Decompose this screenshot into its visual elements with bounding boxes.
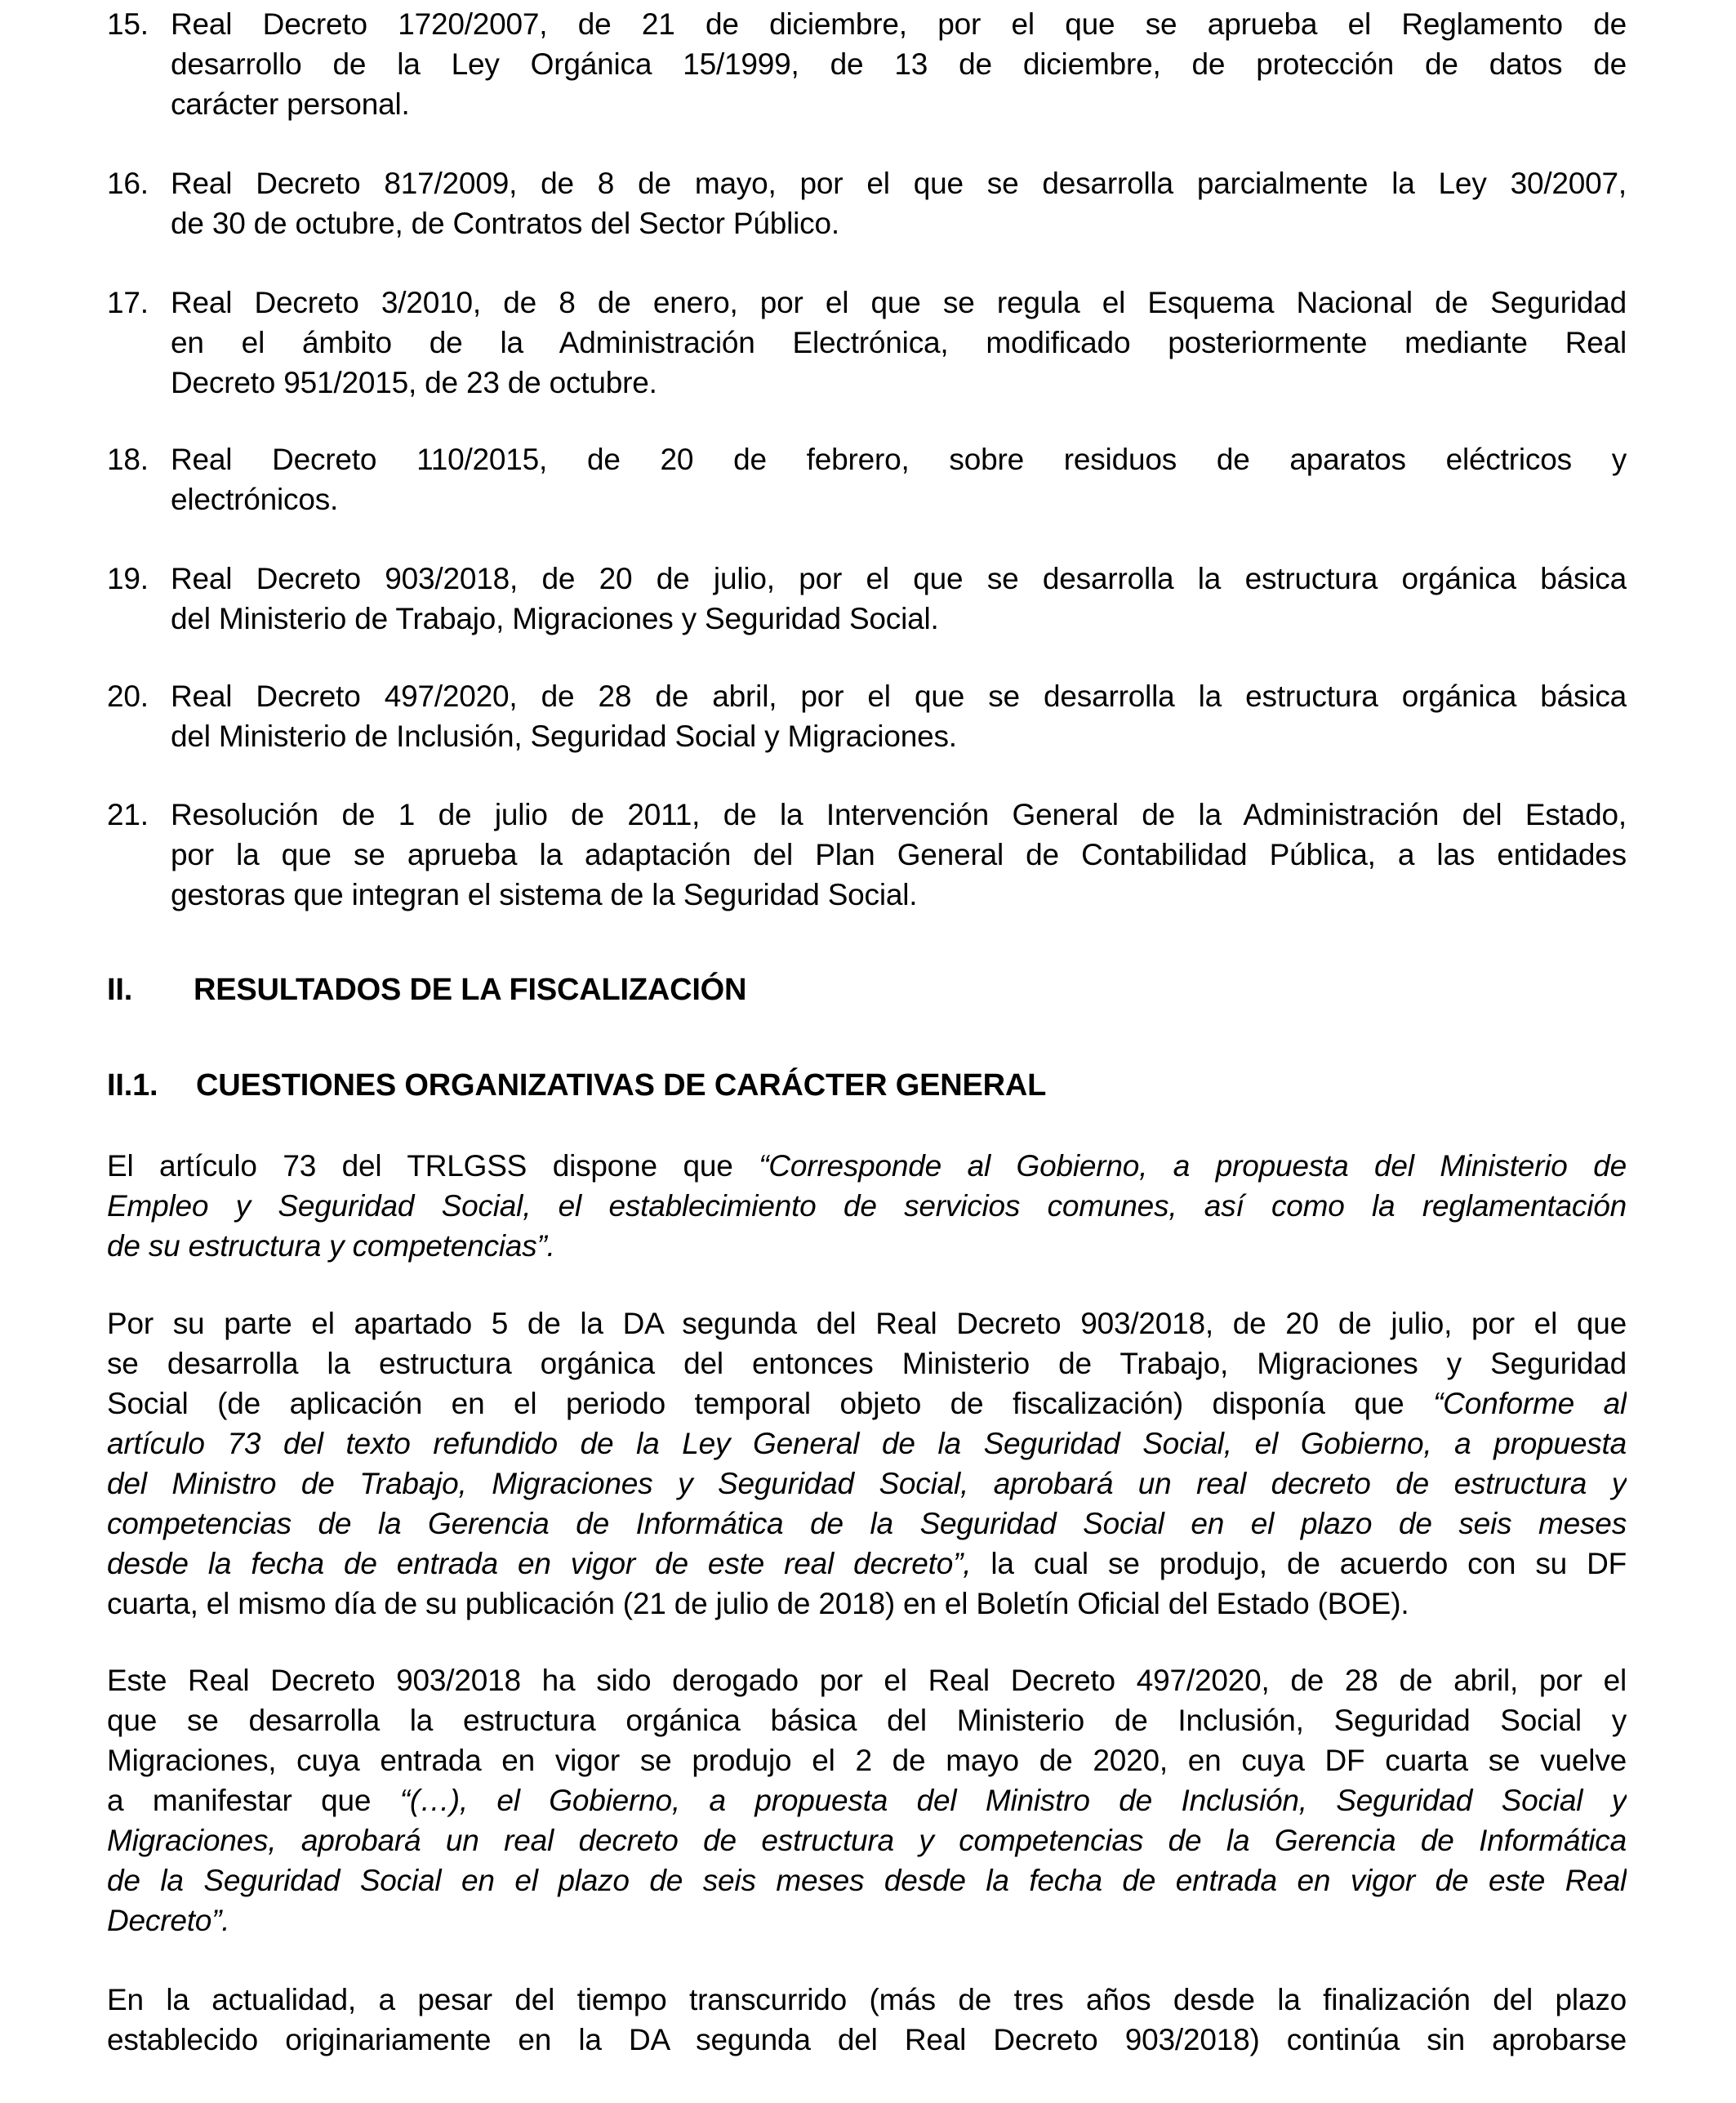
text-run: establecido originariamente en la DA segunda del Real Decreto 903/2018) continúa sin aprobarse [107,2023,1627,2056]
text-run: se desarrolla la estructura orgánica del entonces Ministerio de Trabajo, Migraciones y Seguridad [107,1347,1627,1380]
text-line [171,599,1627,639]
paragraph-text [107,1303,1627,1624]
heading-title: CUESTIONES ORGANIZATIVAS DE CARÁCTER GENERAL [196,1068,1047,1103]
text-run: En la actualidad, a pesar del tiempo transcurrido (más de tres años desde la finalización del plazo [107,1983,1627,2016]
text-line [171,323,1627,363]
italic-quote-text: competencias de la Gerencia de Informática de la Seguridad Social en el plazo de seis meses [107,1507,1627,1540]
text-line [107,1740,1627,1780]
text-run: Real Decreto 903/2018, de 20 de julio, por el que se desarrolla la estructura orgánica básica [171,562,1627,595]
text-run: El artículo 73 del TRLGSS dispone que [107,1149,759,1183]
text-run: en el ámbito de la Administración Electrónica, modificado posteriormente mediante Real [171,326,1627,359]
text-line [107,1900,1627,1940]
text-line [171,44,1627,84]
italic-quote-text: del Ministro de Trabajo, Migraciones y Seguridad Social, aprobará un real decreto de estructura y [107,1467,1627,1500]
text-run: Por su parte el apartado 5 de la DA segunda del Real Decreto 903/2018, de 20 de julio, por el que [107,1307,1627,1340]
text-run: por la que se aprueba la adaptación del Plan General de Contabilidad Pública, a las entidades [171,838,1627,871]
text-run: Real Decreto 817/2009, de 8 de mayo, por el que se desarrolla parcialmente la Ley 30/2007, [171,167,1627,200]
text-run: de 30 de octubre, de Contratos del Sector Público. [171,207,839,240]
list-item-text [171,4,1627,124]
text-line [107,1780,1627,1820]
text-line [107,1186,1627,1226]
text-line [171,4,1627,44]
text-run: Migraciones, cuya entrada en vigor se produjo el 2 de mayo de 2020, en cuya DF cuarta se vuelve [107,1744,1627,1777]
text-line [171,283,1627,323]
italic-quote-text: Empleo y Seguridad Social, el establecimiento de servicios comunes, así como la reglamentación [107,1189,1627,1223]
list-number: 18. [107,443,149,476]
text-line [107,1343,1627,1383]
italic-quote-text: de su estructura y competencias”. [107,1229,555,1263]
italic-quote-text: “Conforme al [1433,1387,1627,1420]
paragraph-text [107,1660,1627,1940]
text-line [107,1820,1627,1860]
text-line [171,479,1627,519]
list-number: 20. [107,679,149,713]
list-item-text [171,439,1627,519]
list-number: 17. [107,286,149,319]
text-line [171,84,1627,124]
italic-quote-text: “(…), el Gobierno, a propuesta del Ministro de Inclusión, Seguridad Social y [399,1784,1627,1817]
text-line [171,163,1627,203]
list-number: 19. [107,562,149,595]
list-item-text [171,559,1627,639]
text-run: cuarta, el mismo día de su publicación (21 de julio de 2018) en el Boletín Oficial del Estado (BOE). [107,1587,1409,1620]
heading-number: II.1. [107,1068,158,1103]
text-line [107,1464,1627,1504]
text-line [107,1424,1627,1464]
text-line [171,676,1627,716]
text-run: Social (de aplicación en el periodo temporal objeto de fiscalización) disponía que [107,1387,1434,1420]
text-run: carácter personal. [171,87,410,121]
text-line [171,559,1627,599]
text-line [107,1980,1627,2020]
text-run: Decreto 951/2015, de 23 de octubre. [171,366,657,399]
text-run: del Ministerio de Trabajo, Migraciones y Seguridad Social. [171,602,939,635]
text-line [107,1700,1627,1740]
text-run: gestoras que integran el sistema de la Seguridad Social. [171,878,918,911]
text-run: Resolución de 1 de julio de 2011, de la Intervención General de la Administración del Estado, [171,798,1627,831]
text-line [107,1226,1627,1266]
text-line [107,1504,1627,1544]
text-line [171,716,1627,756]
text-run: Real Decreto 3/2010, de 8 de enero, por el que se regula el Esquema Nacional de Seguridad [171,286,1627,319]
heading-number: II. [107,973,133,1007]
list-item-text [171,163,1627,243]
list-item-text [171,676,1627,756]
text-line [171,795,1627,835]
heading-title: RESULTADOS DE LA FISCALIZACIÓN [194,973,747,1007]
text-line [171,439,1627,479]
text-line [107,1383,1627,1424]
italic-quote-text: artículo 73 del texto refundido de la Ley General de la Seguridad Social, el Gobierno, a propuesta [107,1427,1627,1460]
text-line [107,1860,1627,1900]
italic-quote-text: “Corresponde al Gobierno, a propuesta del Ministerio de [759,1149,1627,1183]
text-run: del Ministerio de Inclusión, Seguridad Social y Migraciones. [171,720,957,753]
list-item-text [171,283,1627,403]
text-run: desarrollo de la Ley Orgánica 15/1999, de 13 de diciembre, de protección de datos de [171,47,1627,81]
text-run: Real Decreto 110/2015, de 20 de febrero, sobre residuos de aparatos eléctricos y [171,443,1627,476]
text-line [107,1544,1627,1584]
italic-quote-text: de la Seguridad Social en el plazo de seis meses desde la fecha de entrada en vigor de este Real [107,1864,1627,1897]
list-number: 16. [107,167,149,200]
text-run: Real Decreto 1720/2007, de 21 de diciembre, por el que se aprueba el Reglamento de [171,7,1627,41]
text-line [107,1303,1627,1343]
list-number: 21. [107,798,149,831]
text-line [107,1146,1627,1186]
paragraph-text [107,1146,1627,1266]
text-run: que se desarrolla la estructura orgánica básica del Ministerio de Inclusión, Seguridad Social y [107,1704,1627,1737]
text-line [107,2020,1627,2060]
list-item-text [171,795,1627,915]
text-line [171,875,1627,915]
list-number: 15. [107,7,149,41]
text-line [107,1660,1627,1700]
text-line [171,835,1627,875]
text-run: Este Real Decreto 903/2018 ha sido derogado por el Real Decreto 497/2020, de 28 de abril, por el [107,1664,1627,1697]
text-line [171,203,1627,243]
paragraph-text [107,1980,1627,2060]
italic-quote-text: Migraciones, aprobará un real decreto de estructura y competencias de la Gerencia de Informática [107,1824,1627,1857]
text-run: a manifestar que [107,1784,400,1817]
text-line [171,363,1627,403]
text-run: electrónicos. [171,483,339,516]
text-run: la cual se produjo, de acuerdo con su DF [971,1547,1627,1580]
text-line [107,1584,1627,1624]
italic-quote-text: Decreto”. [107,1904,230,1937]
italic-quote-text: desde la fecha de entrada en vigor de este real decreto”, [107,1547,972,1580]
text-run: Real Decreto 497/2020, de 28 de abril, por el que se desarrolla la estructura orgánica básica [171,679,1627,713]
